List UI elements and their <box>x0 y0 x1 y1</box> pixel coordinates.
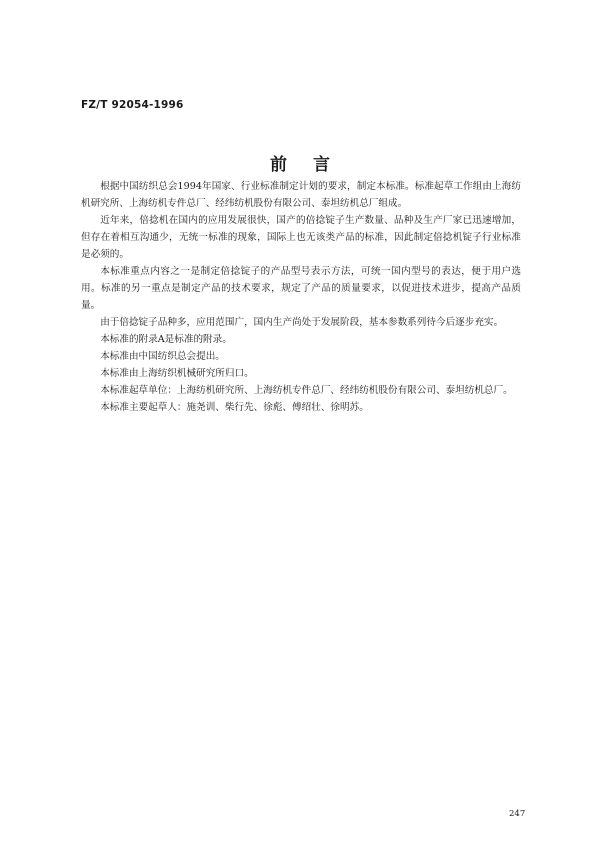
paragraph-8: 本标准起草单位：上海纺机研究所、上海纺机专件总厂、经纬纺机股份有限公司、泰坦纺机总厂。 <box>100 385 513 396</box>
standard-code: FZ/T 92054-1996 <box>81 99 184 111</box>
paragraph-2: 近年来，倍捻机在国内的应用发展很快，国产的倍捻锭子生产数量、品种及生产厂家已迅速增加，但存在着相互沟通少，无统一标准的现象，国际上也无该类产品的标准，因此制定倍捻机锭子行业标准是必须的。 <box>81 215 521 260</box>
foreword-body <box>81 178 521 416</box>
paragraph-1: 根据中国纺织总会1994年国家、行业标准制定计划的要求，制定本标准。标准起草工作组由上海纺机研究所、上海纺机专件总厂、经纬纺机股份有限公司、泰坦纺机总厂组成。 <box>81 181 521 209</box>
title-char-2: 言 <box>313 155 330 175</box>
paragraph-4: 由于倍捻锭子品种多，应用范围广，国内生产尚处于发展阶段，基本参数系列待今后逐步充实。 <box>100 317 504 328</box>
title-char-1: 前 <box>270 155 287 175</box>
paragraph-7: 本标准由上海纺织机械研究所归口。 <box>100 368 254 379</box>
paragraph-5: 本标准的附录A是标准的附录。 <box>100 334 232 345</box>
page-title <box>0 150 600 175</box>
page-number: 247 <box>509 809 526 819</box>
paragraph-9: 本标准主要起草人：施尧训、柴行先、徐彪、傅绍壮、徐明苏。 <box>100 402 369 413</box>
paragraph-3: 本标准重点内容之一是制定倍捻锭子的产品型号表示方法，可统一国内型号的表达，便于用户选用。标准的另一重点是制定产品的技术要求，规定了产品的质量要求，以促进技术进步，提高产品质量。 <box>81 266 521 311</box>
paragraph-6: 本标准由中国纺织总会提出。 <box>100 351 225 362</box>
